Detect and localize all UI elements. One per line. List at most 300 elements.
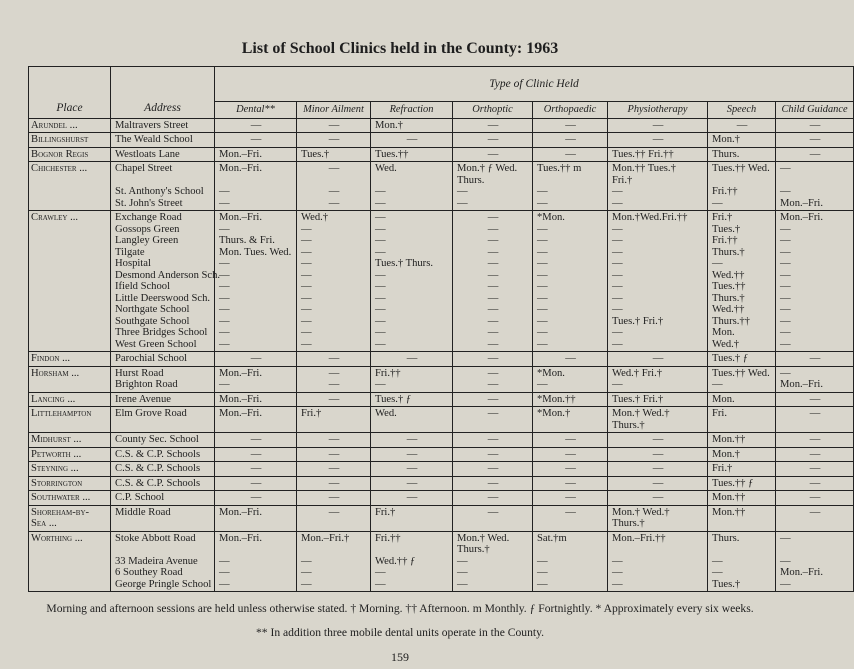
cell-line: Tues.†† ƒ — [712, 477, 754, 489]
clinic-cell — [708, 447, 776, 462]
cell-line: Wed.†† — [712, 269, 745, 281]
cell-line: C.S. & C.P. Schools — [115, 448, 201, 460]
cell-line: — — [537, 197, 548, 209]
clinic-cell — [215, 462, 297, 477]
clinic-cell — [297, 133, 371, 148]
clinic-cell — [453, 133, 533, 148]
cell-line: Wed.† — [712, 338, 740, 350]
clinic-cell — [708, 407, 776, 433]
clinic-cell — [776, 392, 854, 407]
cell-line: Mon.–Fri.†† — [612, 532, 666, 544]
cell-line: — — [250, 477, 262, 489]
cell-line: — — [301, 327, 312, 338]
clinic-cell — [776, 462, 854, 477]
clinic-cell — [215, 366, 297, 392]
cell-line: Mon.† Wed.† — [612, 506, 670, 518]
address-cell — [111, 491, 215, 506]
clinic-cell — [215, 407, 297, 433]
cell-line: Mon.–Fri. — [780, 567, 823, 578]
cell-line: — — [301, 269, 312, 281]
place-name: Horsham ... — [31, 367, 80, 379]
cell-line: — — [537, 246, 548, 258]
cell-line: — — [328, 393, 340, 405]
clinic-cell — [453, 447, 533, 462]
cell-line: — — [612, 186, 623, 197]
cell-line: Mon.† Wed.† — [612, 408, 670, 419]
clinic-cell — [533, 491, 608, 506]
cell-line: — — [809, 492, 821, 503]
cell-line: — — [301, 304, 312, 315]
cell-line: Fri.† — [375, 506, 396, 518]
cell-line: Thurs.†† — [712, 315, 750, 327]
table-row — [29, 447, 854, 462]
clinic-cell — [297, 118, 371, 133]
clinic-cell — [215, 505, 297, 531]
cell-line: — — [219, 197, 230, 209]
cell-line: — — [612, 379, 623, 390]
place-name: Midhurst ... — [31, 434, 82, 445]
cell-line: — — [780, 186, 791, 197]
cell-line: — — [457, 186, 468, 197]
cell-line: Brighton Road — [115, 379, 178, 390]
cell-line: — — [612, 304, 623, 315]
cell-line: Northgate School — [115, 304, 190, 315]
cell-line: Fri.†† — [375, 532, 401, 544]
table-row — [29, 407, 854, 433]
clinic-cell — [533, 147, 608, 162]
clinic-cell — [215, 491, 297, 506]
table-row — [29, 118, 854, 133]
cell-line: — — [457, 567, 468, 578]
cell-line: Fri.† — [712, 212, 733, 223]
clinic-cell — [533, 433, 608, 448]
clinic-cell — [533, 118, 608, 133]
clinic-cell — [371, 392, 453, 407]
place-name: Arundel ... — [31, 119, 78, 131]
clinic-cell — [297, 462, 371, 477]
cell-line: Parochial School — [115, 353, 188, 364]
cell-line: — — [537, 578, 548, 590]
cell-line: — — [487, 235, 499, 246]
clinic-cell — [608, 392, 708, 407]
cell-line: — — [301, 258, 312, 269]
cell-line: — — [612, 555, 623, 567]
clinic-cell — [453, 147, 533, 162]
cell-line: — — [565, 448, 576, 460]
cell-line: — — [487, 304, 499, 315]
cell-line: Thurs. — [712, 148, 740, 160]
cell-line — [537, 175, 604, 187]
cell-line: — — [219, 292, 230, 304]
clinic-cell — [453, 392, 533, 407]
clinic-cell — [776, 118, 854, 133]
cell-line: — — [328, 353, 340, 364]
cell-line: — — [406, 477, 418, 489]
cell-line: — — [809, 434, 821, 445]
cell-line: — — [375, 338, 386, 350]
place-cell — [29, 147, 111, 162]
cell-line: — — [780, 163, 791, 174]
cell-line: — — [487, 258, 499, 269]
cell-line: Tues.†† Wed. — [712, 367, 770, 379]
cell-line: — — [712, 555, 723, 567]
address-cell — [111, 462, 215, 477]
place-cell — [29, 433, 111, 448]
cell-line: Tues.† — [712, 578, 741, 590]
cell-line: — — [250, 463, 262, 474]
cell-line: Mon.–Fri. — [219, 393, 262, 405]
cell-line: — — [565, 506, 576, 518]
place-name: Crawley ... — [31, 212, 79, 223]
cell-line: Gossops Green — [115, 223, 180, 235]
clinic-cell — [608, 476, 708, 491]
address-cell — [111, 505, 215, 531]
clinic-cell — [608, 352, 708, 367]
cell-line: Mon.†† — [712, 492, 746, 503]
cell-line: — — [565, 353, 576, 364]
clinic-cell — [776, 531, 854, 592]
table-row — [29, 491, 854, 506]
clinic-cell — [533, 531, 608, 592]
cell-line: — — [457, 578, 468, 590]
cell-line: Fri.† — [712, 463, 733, 474]
cell-line: — — [375, 327, 386, 338]
clinic-cell — [297, 491, 371, 506]
cell-line: Mon.–Fri. — [219, 367, 262, 379]
clinic-cell — [608, 118, 708, 133]
cell-line: — — [780, 292, 791, 304]
header-address: Address — [111, 67, 215, 119]
cell-line: — — [375, 269, 386, 281]
cell-line: — — [565, 477, 576, 489]
cell-line — [780, 544, 850, 556]
cell-line: Middle Road — [115, 506, 171, 518]
cell-line: — — [712, 379, 723, 390]
cell-line: Mon. Tues. Wed. — [219, 246, 292, 258]
cell-line: — — [487, 269, 499, 281]
cell-line: Mon.†Wed.Fri.†† — [612, 212, 688, 223]
cell-line: Southgate School — [115, 315, 190, 327]
cell-line: — — [652, 119, 664, 131]
cell-line: — — [612, 235, 623, 246]
cell-line: Irene Avenue — [115, 393, 171, 405]
cell-line: — — [537, 292, 548, 304]
clinic-cell — [297, 447, 371, 462]
cell-line: — — [537, 327, 548, 338]
cell-line: — — [780, 246, 791, 258]
cell-line: Mon.–Fri. — [219, 506, 262, 518]
cell-line: — — [219, 186, 230, 197]
clinic-cell — [371, 447, 453, 462]
cell-line — [780, 175, 850, 187]
clinic-cell — [533, 505, 608, 531]
clinic-cell — [708, 118, 776, 133]
clinic-cell — [453, 531, 533, 592]
cell-line: West Green School — [115, 338, 197, 350]
cell-line: — — [565, 434, 576, 445]
place-cell — [29, 162, 111, 211]
cell-line: — — [809, 477, 821, 489]
header-column: Minor Ailment — [297, 101, 371, 118]
cell-line — [301, 544, 367, 556]
cell-line: St. Anthony's School — [115, 186, 204, 197]
table-row — [29, 433, 854, 448]
cell-line: — — [487, 327, 499, 338]
cell-line: — — [219, 379, 230, 390]
clinic-cell — [453, 491, 533, 506]
cell-line: — — [328, 477, 340, 489]
clinic-cell — [776, 162, 854, 211]
cell-line: — — [537, 186, 548, 197]
cell-line: — — [375, 281, 386, 292]
cell-line: — — [250, 434, 262, 445]
clinic-cell — [776, 133, 854, 148]
cell-line: — — [406, 463, 418, 474]
cell-line: — — [565, 463, 576, 474]
place-cell — [29, 531, 111, 592]
clinic-cell — [608, 147, 708, 162]
cell-line: — — [328, 186, 340, 197]
cell-line: Tues.† ƒ — [375, 393, 412, 405]
cell-line: — — [537, 567, 548, 578]
cell-line: — — [250, 134, 262, 145]
cell-line: — — [612, 223, 623, 235]
clinic-cell — [608, 433, 708, 448]
place-cell — [29, 133, 111, 148]
cell-line: — — [406, 134, 418, 145]
clinic-cell — [708, 366, 776, 392]
cell-line: — — [780, 269, 791, 281]
cell-line — [219, 544, 293, 556]
cell-line: Fri.† — [301, 408, 322, 419]
cell-line: — — [301, 246, 312, 258]
cell-line: C.P. School — [115, 492, 165, 503]
cell-line: — — [487, 379, 499, 390]
cell-line: — — [712, 197, 723, 209]
cell-line: Stoke Abbott Road — [115, 532, 196, 544]
cell-line: — — [780, 281, 791, 292]
clinic-cell — [708, 133, 776, 148]
cell-line: Tues.† Thurs. — [375, 258, 433, 269]
place-cell — [29, 491, 111, 506]
place-name: Bognor Regis — [31, 148, 89, 160]
cell-line: Wed.†† ƒ — [375, 555, 416, 567]
clinic-cell — [453, 162, 533, 211]
cell-line: — — [809, 408, 821, 419]
cell-line: — — [375, 223, 386, 235]
cell-line: Mon.† ƒ Wed. — [457, 163, 518, 174]
cell-line: Three Bridges School — [115, 327, 208, 338]
cell-line: *Mon.†† — [537, 393, 576, 405]
table-row — [29, 392, 854, 407]
clinic-cell — [371, 366, 453, 392]
cell-line: Mon.–Fri. — [219, 163, 262, 174]
cell-line: — — [612, 281, 623, 292]
cell-line: — — [328, 434, 340, 445]
cell-line: — — [375, 304, 386, 315]
place-cell — [29, 407, 111, 433]
table-row — [29, 505, 854, 531]
cell-line — [612, 544, 704, 556]
clinic-cell — [453, 476, 533, 491]
cell-line: — — [219, 578, 230, 590]
address-cell — [111, 211, 221, 352]
clinic-cell — [297, 352, 371, 367]
clinic-cell — [453, 433, 533, 448]
cell-line: — — [612, 327, 623, 338]
cell-line: — — [457, 555, 468, 567]
cell-line: Mon.–Fri. — [219, 148, 262, 160]
place-name: Southwater ... — [31, 492, 91, 503]
cell-line: Maltravers Street — [115, 119, 189, 131]
cell-line: — — [652, 353, 664, 364]
place-cell — [29, 392, 111, 407]
clinic-cell — [708, 147, 776, 162]
clinics-table — [28, 66, 854, 592]
cell-line: Mon.† — [712, 448, 740, 460]
clinic-cell — [608, 162, 708, 211]
cell-line — [375, 544, 449, 556]
cell-line: Mon.–Fri. — [780, 197, 823, 209]
clinic-cell — [297, 407, 371, 433]
cell-line: — — [328, 463, 340, 474]
cell-line: The Weald School — [115, 134, 193, 145]
place-cell — [29, 352, 111, 367]
cell-line: County Sec. School — [115, 434, 199, 445]
cell-line: — — [487, 353, 499, 364]
place-cell — [29, 366, 111, 392]
cell-line: — — [375, 292, 386, 304]
cell-line: — — [612, 269, 623, 281]
cell-line: — — [612, 338, 623, 350]
table-row — [29, 531, 854, 592]
cell-line: Mon.–Fri. — [780, 212, 823, 223]
cell-line: Sat.†m — [537, 532, 567, 544]
cell-line: — — [328, 197, 340, 209]
cell-line — [115, 544, 211, 556]
place-name: Lancing ... — [31, 393, 76, 405]
clinic-cell — [215, 476, 297, 491]
table-row — [29, 476, 854, 491]
clinic-cell — [533, 366, 608, 392]
cell-line: — — [328, 119, 340, 131]
cell-line: Tues.†† — [375, 148, 409, 160]
cell-line: Thurs. & Fri. — [219, 235, 275, 246]
cell-line: Thurs.† — [612, 518, 645, 529]
cell-line: — — [487, 338, 499, 350]
cell-line: — — [537, 269, 548, 281]
clinic-cell — [708, 476, 776, 491]
clinic-cell — [215, 433, 297, 448]
cell-line: — — [652, 134, 664, 145]
page-title: List of School Clinics held in the County: 1963 — [241, 40, 559, 57]
clinic-cell — [453, 407, 533, 433]
cell-line: Tues.†† Wed. — [712, 163, 770, 174]
table-row — [29, 133, 854, 148]
cell-line: Mon.† — [712, 134, 740, 145]
cell-line: C.S. & C.P. Schools — [115, 463, 201, 474]
clinic-cell — [297, 366, 371, 392]
cell-line: — — [375, 186, 386, 197]
cell-line — [375, 175, 449, 187]
cell-line: — — [250, 353, 262, 364]
cell-line: — — [487, 506, 499, 518]
cell-line: Mon.† Wed. — [457, 532, 510, 544]
clinic-cell — [371, 147, 453, 162]
cell-line: George Pringle School — [115, 578, 212, 590]
cell-line: Tues.†† m — [537, 163, 582, 174]
cell-line: — — [652, 463, 664, 474]
cell-line: — — [406, 448, 418, 460]
cell-line: Chapel Street — [115, 163, 173, 174]
clinic-cell — [608, 211, 708, 352]
cell-line: — — [780, 367, 791, 379]
cell-line: — — [328, 134, 340, 145]
place-name: Shoreham-by- — [31, 506, 90, 518]
cell-line: — — [780, 315, 791, 327]
header-place: Place — [29, 67, 111, 119]
cell-line: Mon.†† — [712, 434, 746, 445]
cell-line: Mon. — [712, 393, 735, 405]
table-row — [29, 211, 854, 352]
cell-line: — — [487, 134, 499, 145]
cell-line — [219, 175, 293, 187]
clinic-cell — [215, 147, 297, 162]
cell-line: — — [487, 448, 499, 460]
footnote-legend: Morning and afternoon sessions are held unless otherwise stated. † Morning. †† Afternoon. m Monthly. ƒ Fortnightly. * Approximately every six weeks. — [46, 602, 754, 615]
cell-line: — — [487, 393, 499, 405]
clinic-cell — [776, 476, 854, 491]
cell-line: — — [565, 492, 576, 503]
cell-line: — — [809, 506, 821, 518]
clinic-cell — [371, 352, 453, 367]
cell-line: — — [612, 246, 623, 258]
header-column: Refraction — [371, 101, 453, 118]
clinic-cell — [215, 211, 297, 352]
cell-line — [712, 175, 772, 187]
clinic-cell — [533, 392, 608, 407]
address-cell — [111, 118, 215, 133]
clinic-cell — [453, 505, 533, 531]
clinic-cell — [608, 491, 708, 506]
cell-line: — — [809, 393, 821, 405]
place-name: Petworth ... — [31, 448, 82, 460]
clinic-cell — [776, 352, 854, 367]
clinic-cell — [215, 118, 297, 133]
place-name: Storrington — [31, 477, 83, 489]
address-cell — [111, 133, 215, 148]
cell-line: — — [809, 119, 821, 131]
cell-line: Tilgate — [115, 246, 145, 258]
clinic-cell — [608, 407, 708, 433]
clinic-cell — [608, 447, 708, 462]
clinic-cell — [297, 505, 371, 531]
cell-line: — — [328, 448, 340, 460]
clinic-cell — [371, 476, 453, 491]
cell-line: Tues.†† — [712, 281, 746, 292]
clinic-cell — [776, 491, 854, 506]
cell-line: C.S. & C.P. Schools — [115, 477, 201, 489]
cell-line: — — [375, 578, 386, 590]
cell-line: St. John's Street — [115, 197, 183, 209]
cell-line: Mon.–Fri. — [219, 408, 262, 419]
clinic-cell — [533, 211, 608, 352]
cell-line: — — [301, 292, 312, 304]
clinic-cell — [776, 447, 854, 462]
cell-line: — — [537, 223, 548, 235]
clinic-cell — [371, 162, 453, 211]
clinic-cell — [453, 366, 533, 392]
